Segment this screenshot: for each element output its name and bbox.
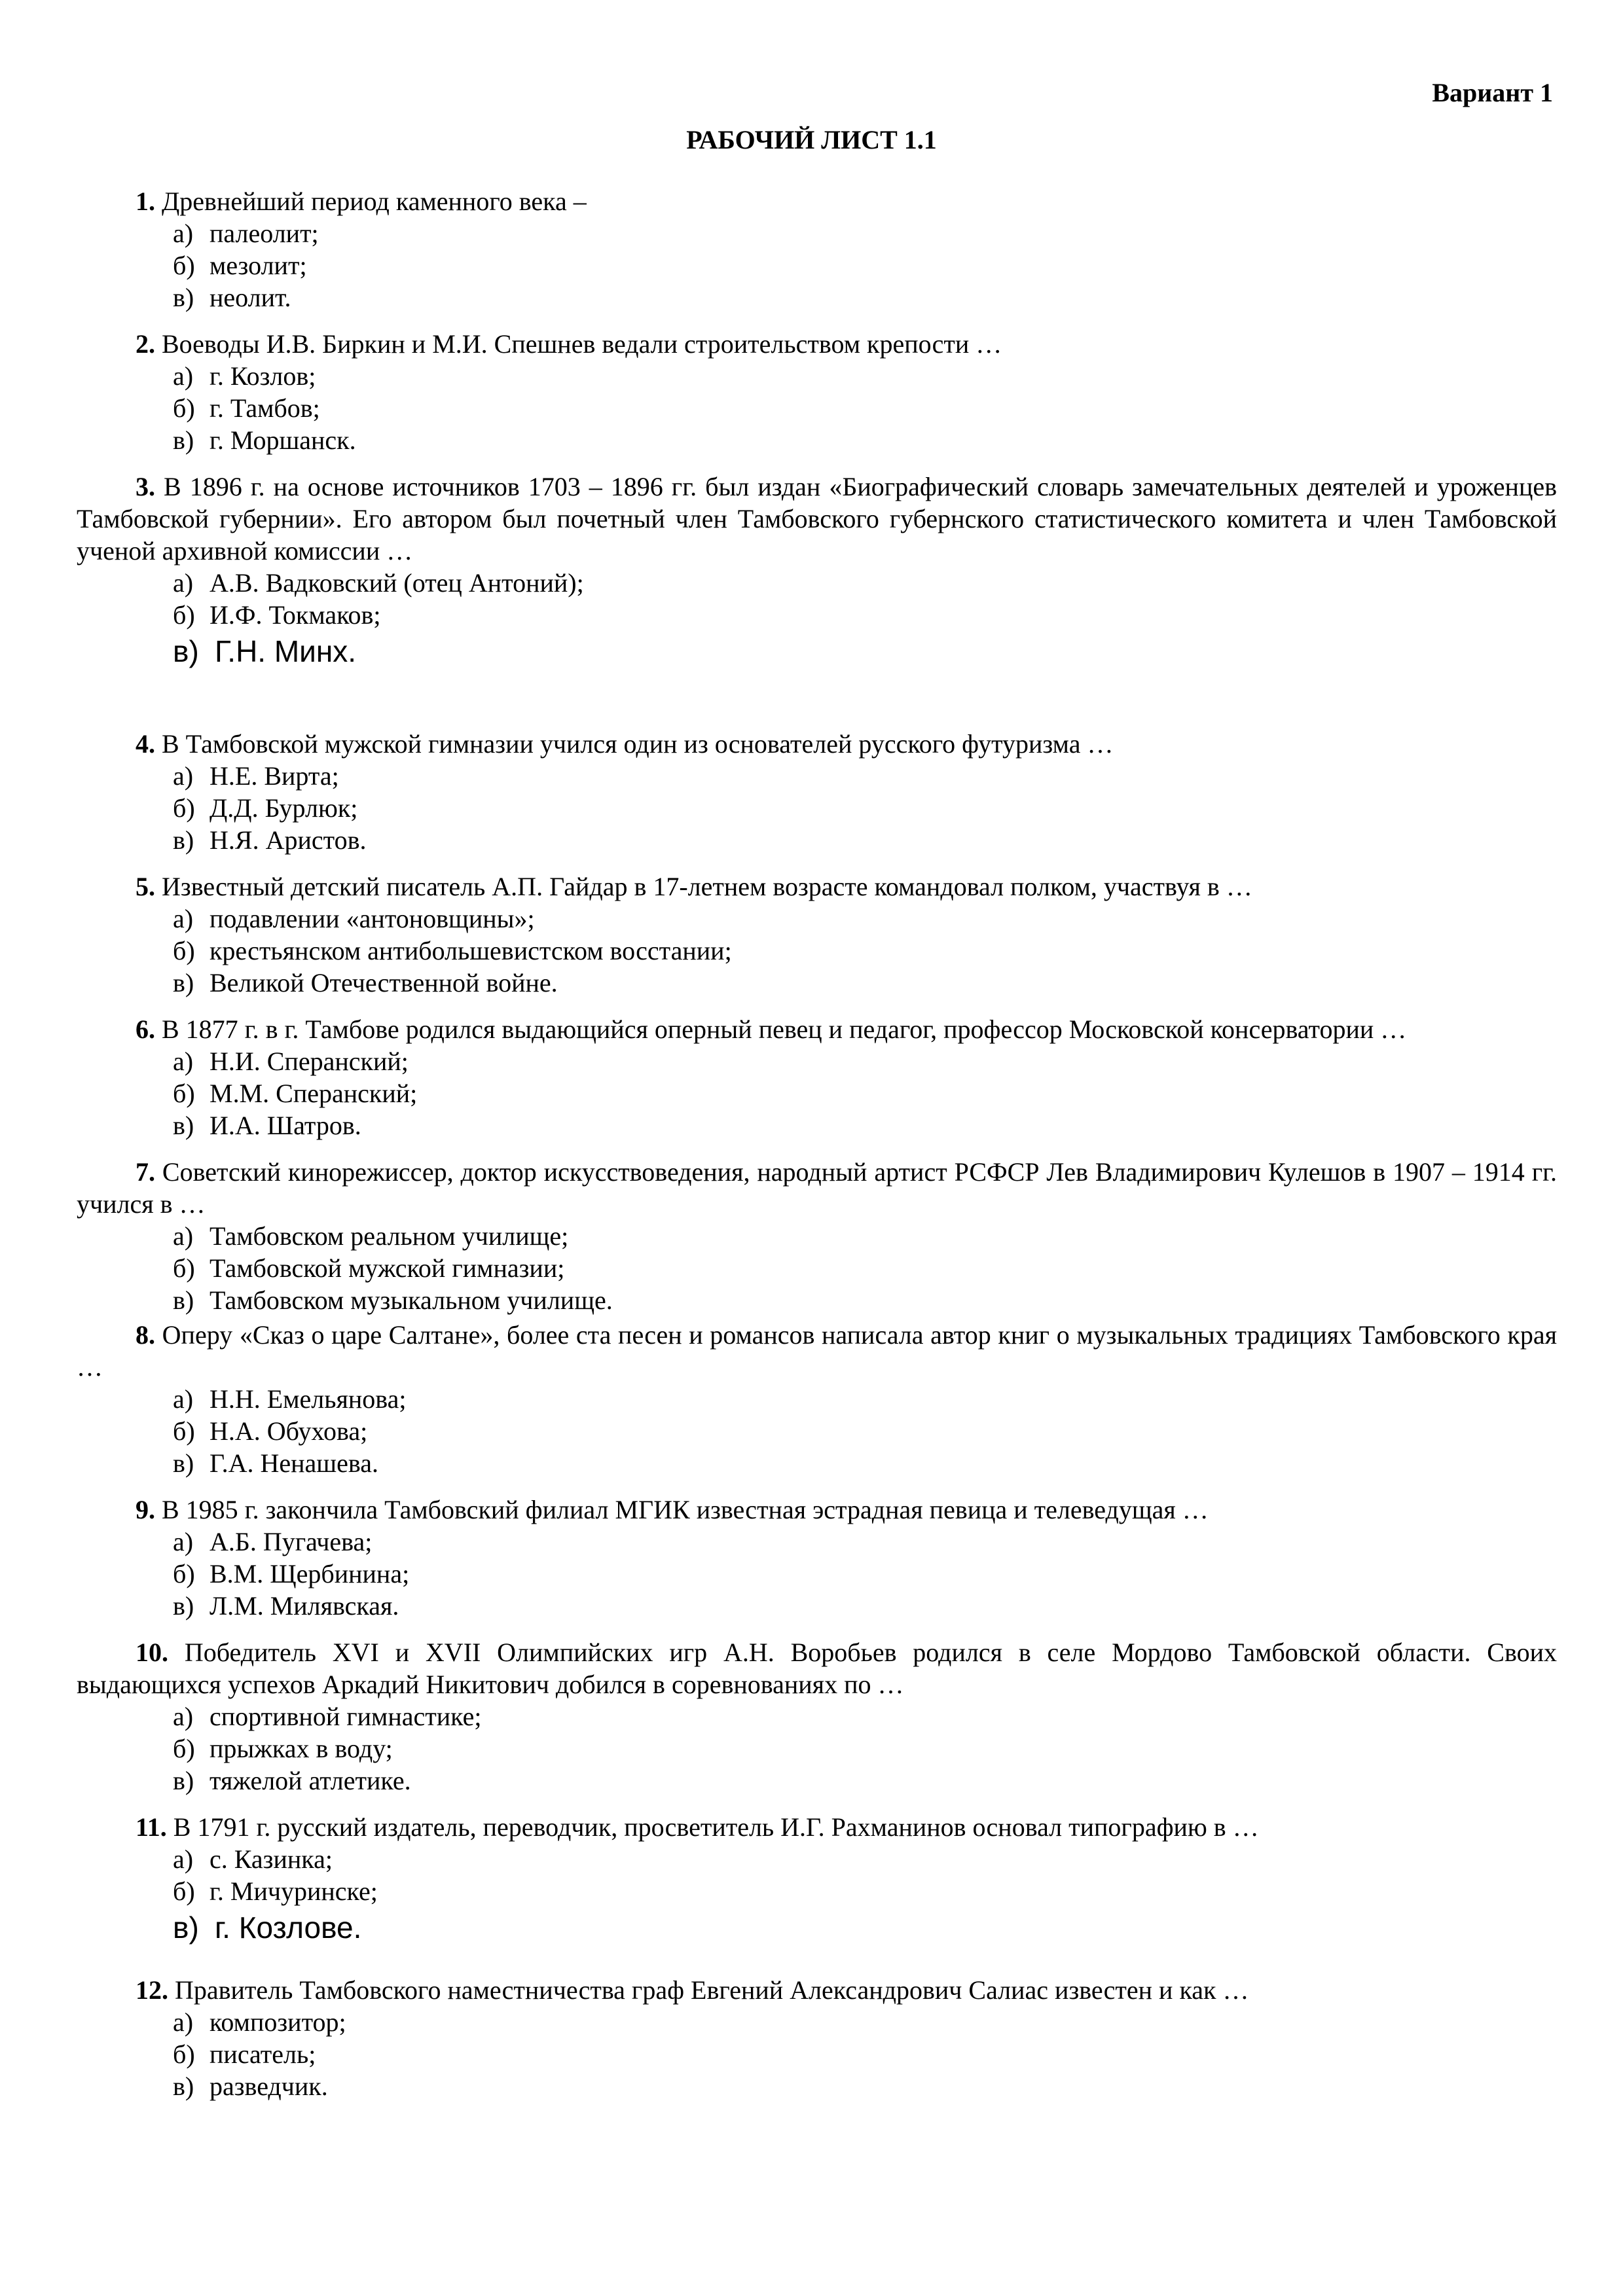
answer-option-b[interactable] [77, 2038, 1557, 2070]
option-text: М.М. Сперанский; [210, 1079, 418, 1108]
question-number: 9. [136, 1495, 155, 1524]
answer-option-a[interactable] [77, 1220, 1557, 1252]
option-letter: в) [173, 1111, 194, 1140]
option-letter: а) [173, 1384, 194, 1414]
option-text: В.М. Щербинина; [210, 1559, 410, 1588]
option-letter: а) [173, 361, 194, 391]
answer-option-v[interactable] [77, 967, 1557, 999]
answer-option-b[interactable] [77, 1732, 1557, 1765]
option-letter: в) [173, 1448, 194, 1478]
option-text: И.Ф. Токмаков; [210, 600, 381, 630]
option-letter: б) [173, 936, 195, 965]
option-letter: б) [173, 1416, 195, 1446]
option-text: подавлении «антоновщины»; [210, 904, 535, 933]
question-3 [77, 471, 1557, 672]
question-stem [77, 1013, 1557, 1045]
answer-option-b[interactable] [77, 1077, 1557, 1109]
option-text: И.А. Шатров. [210, 1111, 361, 1140]
answer-options [77, 1700, 1557, 1797]
question-stem [77, 185, 1557, 217]
option-letter: б) [173, 2039, 195, 2069]
answer-option-v[interactable] [77, 1590, 1557, 1622]
option-letter: в) [173, 1766, 194, 1795]
option-text: г. Моршанск. [210, 425, 356, 455]
question-2 [77, 328, 1557, 456]
question-number: 8. [136, 1320, 155, 1350]
answer-option-a[interactable] [77, 1700, 1557, 1732]
answer-option-v[interactable] [77, 1907, 1557, 1948]
option-text: палеолит; [210, 219, 319, 248]
question-stem [77, 728, 1557, 760]
answer-option-v[interactable] [77, 1765, 1557, 1797]
option-letter: б) [173, 1734, 195, 1763]
option-letter: в) [173, 425, 194, 455]
question-text: В Тамбовской мужской гимназии учился один из основателей русского футуризма … [162, 729, 1114, 759]
question-10 [77, 1636, 1557, 1797]
answer-option-v[interactable] [77, 424, 1557, 456]
option-text: Н.Н. Емельянова; [210, 1384, 407, 1414]
option-letter: а) [173, 1844, 194, 1874]
answer-option-v[interactable] [77, 281, 1557, 314]
option-text: разведчик. [210, 2072, 328, 2101]
question-stem [77, 1811, 1557, 1843]
question-number: 7. [136, 1157, 155, 1187]
option-text: Г.Н. Минх. [215, 634, 357, 668]
option-text: Н.Е. Вирта; [210, 761, 339, 791]
option-text: Тамбовском музыкальном училище. [210, 1285, 613, 1315]
option-letter: а) [173, 568, 194, 598]
question-7 [77, 1156, 1557, 1316]
option-letter: в) [173, 825, 194, 855]
question-number: 1. [136, 187, 155, 216]
option-text: Д.Д. Бурлюк; [210, 793, 358, 823]
answer-option-a[interactable] [77, 1526, 1557, 1558]
option-text: неолит. [210, 283, 291, 312]
option-letter: б) [173, 251, 195, 280]
question-number: 6. [136, 1014, 155, 1044]
question-stem [77, 870, 1557, 903]
answer-option-a[interactable] [77, 1383, 1557, 1415]
option-letter: в) [173, 1591, 194, 1621]
answer-option-b[interactable] [77, 599, 1557, 631]
question-text: Известный детский писатель А.П. Гайдар в 17-летнем возрасте командовал полком, участвуя в … [162, 872, 1252, 901]
option-text: Н.И. Сперанский; [210, 1047, 409, 1076]
option-text: А.Б. Пугачева; [210, 1527, 373, 1556]
option-text: Г.А. Ненашева. [210, 1448, 378, 1478]
question-number: 3. [136, 472, 155, 501]
question-4 [77, 728, 1557, 856]
answer-option-a[interactable] [77, 2006, 1557, 2038]
answer-option-v[interactable] [77, 824, 1557, 856]
answer-option-v[interactable] [77, 2070, 1557, 2102]
question-stem [77, 1319, 1557, 1383]
answer-options [77, 2006, 1557, 2102]
question-8 [77, 1319, 1557, 1479]
option-letter: б) [173, 1876, 195, 1906]
question-text: В 1877 г. в г. Тамбове родился выдающийся оперный певец и педагог, профессор Московской консерватории … [162, 1014, 1407, 1044]
option-text: А.В. Вадковский (отец Антоний); [210, 568, 584, 598]
question-text: Победитель XVI и XVII Олимпийских игр А.Н. Воробьев родился в селе Мордово Тамбовской области. Своих выдающихся успехов Аркадий Никитович добился в соревнованиях по … [77, 1638, 1558, 1699]
question-text: В 1791 г. русский издатель, переводчик, просветитель И.Г. Рахманинов основал типографию в … [173, 1812, 1259, 1842]
answer-option-v[interactable] [77, 1284, 1557, 1316]
option-letter: в) [173, 1285, 194, 1315]
answer-option-v[interactable] [77, 1447, 1557, 1479]
answer-options [77, 1045, 1557, 1141]
question-stem [77, 1974, 1557, 2006]
option-letter: в) [173, 634, 199, 668]
option-letter: б) [173, 393, 195, 423]
answer-option-v[interactable] [77, 631, 1557, 672]
question-stem [77, 1494, 1557, 1526]
answer-option-b[interactable] [77, 792, 1557, 824]
option-text: Н.А. Обухова; [210, 1416, 368, 1446]
option-letter: б) [173, 600, 195, 630]
question-text: В 1985 г. закончила Тамбовский филиал МГИК известная эстрадная певица и телеведущая … [162, 1495, 1209, 1524]
question-text: Советский кинорежиссер, доктор искусствоведения, народный артист РСФСР Лев Владимирович Кулешов в 1907 – 1914 гг. учился в … [77, 1157, 1558, 1219]
question-stem [77, 1156, 1557, 1220]
question-text: В 1896 г. на основе источников 1703 – 1896 гг. был издан «Биографический словарь замечательных деятелей и уроженцев Тамбовской губернии». Его автором был почетный член Тамбовского губернского статистического комитета и член Тамбовской ученой архивной комиссии … [77, 472, 1558, 565]
option-text: с. Казинка; [210, 1844, 333, 1874]
option-letter: а) [173, 219, 194, 248]
answer-option-a[interactable] [77, 1045, 1557, 1077]
option-text: прыжках в воду; [210, 1734, 393, 1763]
answer-option-v[interactable] [77, 1109, 1557, 1141]
answer-option-b[interactable] [77, 392, 1557, 424]
answer-option-a[interactable] [77, 217, 1557, 249]
option-text: Тамбовском реальном училище; [210, 1221, 569, 1251]
option-letter: а) [173, 2007, 194, 2037]
answer-options [77, 1526, 1557, 1622]
question-text: Древнейший период каменного века – [162, 187, 587, 216]
answer-options [77, 360, 1557, 456]
answer-options [77, 903, 1557, 999]
option-text: г. Козлове. [215, 1910, 362, 1945]
option-text: Великой Отечественной войне. [210, 968, 558, 997]
option-letter: а) [173, 1221, 194, 1251]
option-text: спортивной гимнастике; [210, 1702, 482, 1731]
question-stem [77, 1636, 1557, 1700]
option-letter: в) [173, 968, 194, 997]
question-1 [77, 185, 1557, 314]
answer-options [77, 217, 1557, 314]
answer-option-a[interactable] [77, 360, 1557, 392]
option-text: Л.М. Милявская. [210, 1591, 399, 1621]
answer-option-a[interactable] [77, 567, 1557, 599]
answer-option-b[interactable] [77, 1558, 1557, 1590]
answer-option-b[interactable] [77, 249, 1557, 281]
question-stem [77, 328, 1557, 360]
option-letter: а) [173, 1702, 194, 1731]
answer-options [77, 1220, 1557, 1316]
question-text: Правитель Тамбовского наместничества граф Евгений Александрович Салиас известен и как … [175, 1975, 1249, 2005]
option-text: Н.Я. Аристов. [210, 825, 367, 855]
question-stem [77, 471, 1557, 567]
question-number: 10. [136, 1638, 168, 1667]
option-text: г. Тамбов; [210, 393, 320, 423]
option-text: композитор; [210, 2007, 346, 2037]
question-5 [77, 870, 1557, 999]
question-number: 11. [136, 1812, 167, 1842]
option-letter: в) [173, 283, 194, 312]
answer-option-a[interactable] [77, 903, 1557, 935]
answer-option-b[interactable] [77, 1415, 1557, 1447]
question-11 [77, 1811, 1557, 1948]
answer-option-b[interactable] [77, 1875, 1557, 1907]
question-number: 2. [136, 329, 155, 359]
option-letter: б) [173, 1559, 195, 1588]
question-number: 12. [136, 1975, 168, 2005]
option-text: тяжелой атлетике. [210, 1766, 411, 1795]
option-text: писатель; [210, 2039, 316, 2069]
option-letter: б) [173, 1253, 195, 1283]
question-number: 5. [136, 872, 155, 901]
option-letter: б) [173, 1079, 195, 1108]
answer-options [77, 1843, 1557, 1948]
option-text: г. Мичуринске; [210, 1876, 378, 1906]
question-9 [77, 1494, 1557, 1622]
option-letter: а) [173, 761, 194, 791]
variant-label: Вариант 1 [1432, 78, 1553, 107]
option-text: мезолит; [210, 251, 307, 280]
option-letter: а) [173, 904, 194, 933]
question-text: Оперу «Сказ о царе Салтане», более ста песен и романсов написала автор книг о музыкальных традициях Тамбовского края … [77, 1320, 1558, 1382]
question-text: Воеводы И.В. Биркин и М.И. Спешнев ведали строительством крепости … [162, 329, 1002, 359]
answer-options [77, 567, 1557, 672]
answer-option-a[interactable] [77, 1843, 1557, 1875]
option-letter: в) [173, 2072, 194, 2101]
option-text: Тамбовской мужской гимназии; [210, 1253, 565, 1283]
answer-options [77, 760, 1557, 856]
answer-option-a[interactable] [77, 760, 1557, 792]
question-number: 4. [136, 729, 155, 759]
answer-options [77, 1383, 1557, 1479]
option-letter: б) [173, 793, 195, 823]
option-letter: а) [173, 1527, 194, 1556]
option-letter: а) [173, 1047, 194, 1076]
worksheet-title: РАБОЧИЙ ЛИСТ 1.1 [686, 125, 937, 154]
option-letter: в) [173, 1910, 199, 1945]
question-list [77, 185, 1557, 2102]
option-text: крестьянском антибольшевистском восстании; [210, 936, 732, 965]
option-text: г. Козлов; [210, 361, 316, 391]
question-12 [77, 1974, 1557, 2102]
answer-option-b[interactable] [77, 935, 1557, 967]
answer-option-b[interactable] [77, 1252, 1557, 1284]
question-6 [77, 1013, 1557, 1141]
